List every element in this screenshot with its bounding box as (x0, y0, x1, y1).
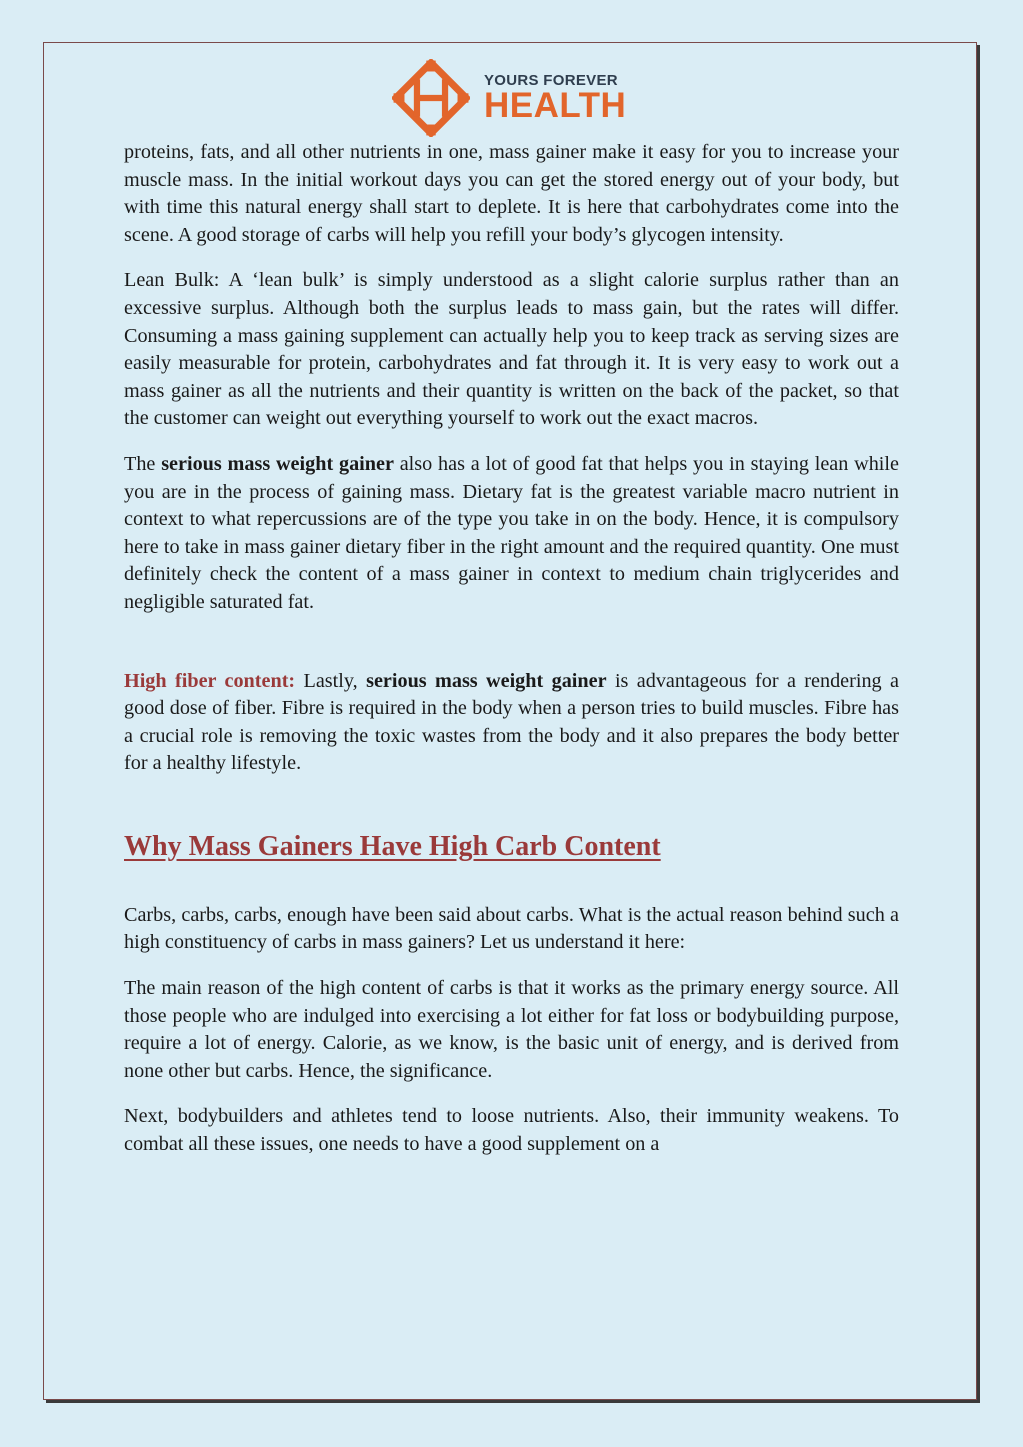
interlocking-square-logo-icon (392, 59, 470, 137)
brand-wordmark (484, 73, 626, 123)
text-run: Lastly, (295, 669, 367, 692)
brand-line-1: YOURS FOREVER (484, 72, 618, 89)
bold-keyword: serious mass weight gainer (161, 452, 394, 475)
paragraph-1: proteins, fats, and all other nutrients in one, mass gainer make it easy for you to increase your muscle mass. In the initial workout days you can get the stored energy out of your body, but with time this natural energy shall start to deplete. It is here that carbohydrates come into the scene. A good storage of carbs will help you refill your body’s glycogen intensity. (124, 141, 899, 246)
text-run: The (124, 452, 162, 475)
article-body (124, 139, 899, 1159)
paragraph-lean-bulk: Lean Bulk: A ‘lean bulk’ is simply understood as a slight calorie surplus rather than an excessive surplus. Although both the surplus leads to mass gain, but the rates will differ. Consuming a mass gaining supplement can actually help you to keep track as serving sizes are easily measurable for protein, carbohydrates and fat through it. It is very easy to work out a mass gainer as all the nutrients and their quantity is written on the back of the packet, so that the customer can weight out everything yourself to work out the exact macros. (124, 269, 899, 430)
fiber-label: High fiber content: (124, 669, 296, 692)
brand-line-2: HEALTH (484, 86, 627, 125)
brand-logo (392, 58, 632, 138)
text-run: also has a lot of good fat that helps you in staying lean while you are in the process of gaining mass. Dietary fat is the greatest variable macro nutrient in context to what repercussions are of the type you take in on the body. Hence, it is compulsory here to take in mass gainer dietary fiber in the right amount and the required quantity. One must definitely check the content of a mass gainer in context to medium chain triglycerides and negligible saturated fat. (124, 452, 899, 613)
paragraph-good-fat (124, 451, 899, 617)
bold-keyword: serious mass weight gainer (366, 669, 607, 692)
paragraph-high-fiber (124, 668, 899, 778)
paragraph-nutrients: Next, bodybuilders and athletes tend to loose nutrients. Also, their immunity weakens. To combat all these issues, one needs to have a good supplement on a (124, 1105, 899, 1156)
text-run: is advantageous for a rendering a good dose of fiber. Fibre is required in the body when a person tries to build muscles. Fibre has a crucial role is removing the toxic wastes from the body and it also prepares the body better for a healthy lifestyle. (124, 669, 899, 775)
paragraph-carbs-intro: Carbs, carbs, carbs, enough have been said about carbs. What is the actual reason behind such a high constituency of carbs in mass gainers? Let us understand it here: (124, 903, 899, 954)
section-heading: Why Mass Gainers Have High Carb Content (124, 830, 661, 862)
paragraph-energy-source: The main reason of the high content of carbs is that it works as the primary energy source. All those people who are indulged into exercising a lot either for fat loss or bodybuilding purpose, require a lot of energy. Calorie, as we know, is the basic unit of energy, and is derived from none other but carbs. Hence, the significance. (124, 977, 899, 1082)
